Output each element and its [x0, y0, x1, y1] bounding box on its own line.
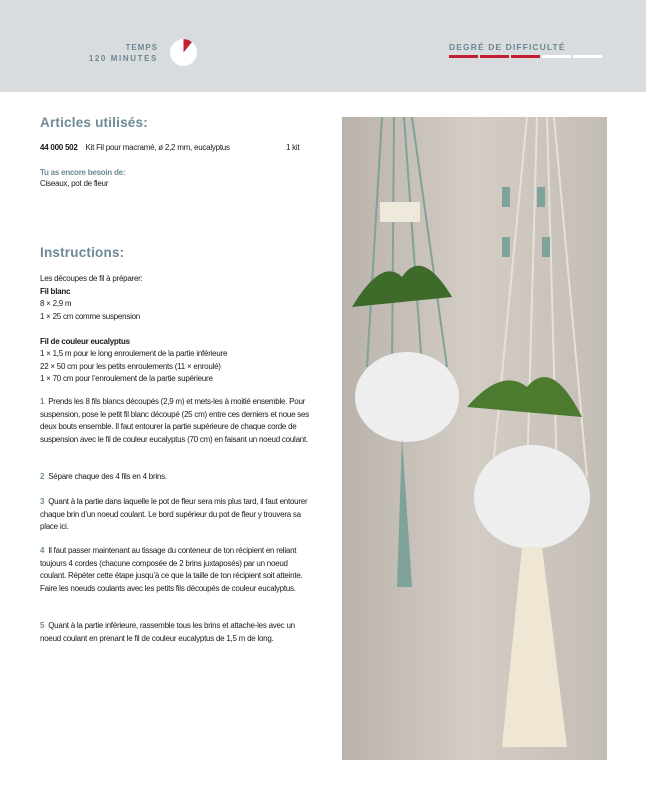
step-1 — [40, 396, 310, 446]
also-needed-label: Tu as encore besoin de: — [40, 168, 126, 177]
article-quantity: 1 kit — [286, 143, 300, 152]
step-number: 3 — [40, 497, 45, 506]
step-text: Prends les 8 fils blancs découpés (2,9 m) et mets-les à moitié ensemble. Pour suspension, pose le petit fil blanc découpé (25 cm) entre ces derniers et noue ses deux bouts ensemble. Il faut entourer la partie supérieure de chaque corde de suspension avec le fil de couleur eucalyptus (70 cm) en faisant un noeud coulant. — [40, 397, 309, 444]
difficulty-label: DEGRÉ DE DIFFICULTÉ — [449, 42, 566, 52]
difficulty-bar — [573, 55, 602, 58]
time-info — [89, 42, 158, 64]
clock-icon — [170, 39, 197, 66]
step-number: 2 — [40, 472, 45, 481]
white-label: Fil blanc — [40, 286, 71, 296]
difficulty-bar — [511, 55, 540, 58]
step-number: 1 — [40, 397, 45, 406]
difficulty-bar — [449, 55, 478, 58]
article-row — [40, 142, 310, 155]
difficulty-bar — [542, 55, 571, 58]
cut-list — [40, 273, 310, 386]
step-text: Quant à la partie inférieure, rassemble tous les brins et attache-les avec un noeud coulant en prenant le fil de couleur eucalyptus de 1,5 m de long. — [40, 621, 295, 643]
step-text: Il faut passer maintenant au tissage du conteneur de ton récipient en reliant toujours 4 cordes (chacune composée de 2 brins juxtaposés) par un noeud coulant. Répéter cette étape jusqu’à ce que la taille de ton récipient soit atteinte. Faire les noeuds coulants avec les petits fils découpés de couleur eucalyptus. — [40, 546, 303, 593]
step-number: 4 — [40, 546, 45, 555]
articles-title: Articles utilisés: — [40, 115, 148, 130]
step-4 — [40, 545, 310, 595]
article-code: 44 000 502 — [40, 143, 78, 152]
cut-item: 22 × 50 cm pour les petits enroulements (11 × enroulé) — [40, 361, 221, 371]
eucalyptus-label: Fil de couleur eucalyptus — [40, 336, 130, 346]
step-number: 5 — [40, 621, 45, 630]
cut-item: 1 × 70 cm pour l’enroulement de la partie supérieure — [40, 374, 213, 383]
difficulty-meter — [449, 55, 602, 58]
step-2 — [40, 471, 310, 484]
product-photo — [342, 117, 607, 760]
step-3 — [40, 496, 310, 534]
header — [0, 0, 646, 92]
also-needed: Ciseaux, pot de fleur — [40, 179, 109, 188]
instructions-title: Instructions: — [40, 245, 125, 260]
cut-item: 1 × 25 cm comme suspension — [40, 311, 140, 321]
cut-item: 8 × 2,9 m — [40, 299, 72, 308]
step-5 — [40, 620, 310, 645]
step-text: Quant à la partie dans laquelle le pot de fleur sera mis plus tard, il faut entourer chaque brin d’un noeud coulant. Le bord supérieur du pot de fleur y trouvera sa place ici. — [40, 497, 308, 531]
cut-intro: Les découpes de fil à préparer: — [40, 274, 143, 283]
difficulty-bar — [480, 55, 509, 58]
time-label: TEMPS — [125, 43, 158, 52]
step-text: Sépare chaque des 4 fils en 4 brins. — [48, 472, 167, 481]
cut-item: 1 × 1,5 m pour le long enroulement de la partie inférieure — [40, 349, 228, 358]
time-value: 120 MINUTES — [88, 54, 158, 63]
article-description: Kit Fil pour macramé, ø 2,2 mm, eucalyptus — [85, 143, 230, 152]
